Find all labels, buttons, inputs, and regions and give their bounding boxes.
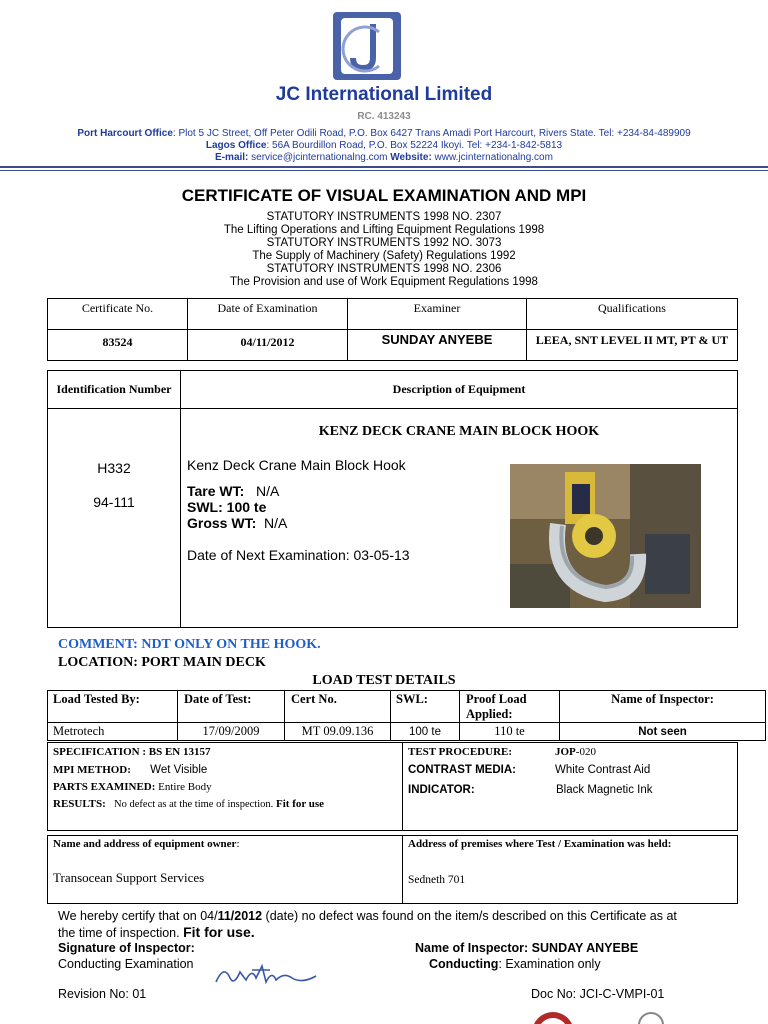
swl-value: SWL: 100 te	[187, 499, 267, 515]
gross-weight: Gross WT: N/A	[187, 515, 288, 531]
header-load-tested-by: Load Tested By:	[48, 691, 178, 723]
identification-header: Identification Number	[48, 371, 181, 409]
email-label: E-mail:	[215, 152, 249, 163]
equipment-title: KENZ DECK CRANE MAIN BLOCK HOOK	[318, 424, 600, 439]
specification-left	[48, 743, 403, 831]
tare-weight: Tare WT: N/A	[187, 483, 280, 499]
inspector-name: Name of Inspector: SUNDAY ANYEBE	[415, 941, 639, 955]
revision-number: Revision No: 01	[58, 987, 147, 1001]
header-proof-load: Proof Load Applied:	[460, 691, 560, 723]
certify-statement: We hereby certify that on 04/11/2012 (date) no defect was found on the item/s described on this Certificate as at	[58, 909, 677, 923]
statutory-line: The Provision and use of Work Equipment Regulations 1998	[230, 276, 538, 288]
header-qualifications: Qualifications	[527, 299, 738, 330]
owner-cell	[48, 836, 403, 904]
signature-label: Signature of Inspector:	[58, 941, 195, 955]
location-text: LOCATION: PORT MAIN DECK	[58, 655, 266, 670]
contact-line	[0, 152, 768, 163]
header-rule-thin	[0, 170, 768, 171]
comment-text: COMMENT: NDT ONLY ON THE HOOK.	[58, 637, 321, 652]
identification-number-2: 94-111	[93, 494, 135, 510]
accreditation-mark	[636, 1010, 666, 1024]
identification-cell	[48, 409, 181, 628]
parts-examined: PARTS EXAMINED: Entire Body	[53, 781, 212, 793]
certificate-title: CERTIFICATE OF VISUAL EXAMINATION AND MPI	[181, 186, 587, 205]
statutory-line: The Lifting Operations and Lifting Equipment Regulations 1998	[223, 224, 545, 236]
rc-number: RC. 413243	[357, 111, 411, 122]
certificate-table	[47, 298, 738, 361]
signature	[212, 958, 322, 990]
results: RESULTS: No defect as at the time of inspection. Fit for use	[53, 798, 325, 810]
certificate-number: 83524	[48, 330, 188, 361]
premises-label: Address of premises where Test / Examination was held:	[408, 838, 672, 850]
equipment-name: Kenz Deck Crane Main Block Hook	[187, 457, 406, 473]
premises-value: Sedneth 701	[408, 874, 466, 886]
statutory-line: The Supply of Machinery (Safety) Regulations 1992	[252, 250, 516, 262]
header-rule	[0, 166, 768, 168]
specification-value: SPECIFICATION : BS EN 13157	[53, 746, 211, 758]
port-text: : Plot 5 JC Street, Off Peter Odili Road, P.O. Box 6427 Trans Amadi Port Harcourt, Rivers State. Tel: +234-84-489909	[172, 128, 691, 139]
load-test-table	[47, 690, 766, 741]
examination-date: 04/11/2012	[188, 330, 348, 361]
equipment-photo	[510, 464, 701, 608]
statutory-line: STATUTORY INSTRUMENTS 1992 NO. 3073	[266, 237, 502, 249]
date-of-test: 17/09/2009	[178, 723, 285, 741]
owner-table	[47, 835, 738, 904]
port-label: Port Harcourt Office	[77, 128, 173, 139]
document-number: Doc No: JCI-C-VMPI-01	[531, 987, 665, 1001]
specification-right	[403, 743, 738, 831]
next-examination-date: Date of Next Examination: 03-05-13	[187, 547, 410, 563]
conducting-only: Conducting: Examination only	[429, 957, 601, 971]
header-examiner: Examiner	[348, 299, 527, 330]
contrast-media: CONTRAST MEDIA: White Contrast Aid	[408, 764, 651, 776]
certification-seal	[530, 1010, 576, 1024]
header-name-of-inspector: Name of Inspector:	[560, 691, 766, 723]
header-swl: SWL:	[391, 691, 460, 723]
owner-value: Transocean Support Services	[53, 870, 205, 885]
load-tested-by: Metrotech	[48, 723, 178, 741]
header-date-of-test: Date of Test:	[178, 691, 285, 723]
proof-load-value: 110 te	[460, 723, 560, 741]
header-cert-no: Cert No.	[285, 691, 391, 723]
port-harcourt-address	[0, 128, 768, 139]
load-test-title: LOAD TEST DETAILS	[312, 673, 456, 688]
website-link[interactable]: www.jcinternationalng.com	[431, 152, 553, 163]
premises-cell	[403, 836, 738, 904]
description-header: Description of Equipment	[181, 371, 738, 409]
company-name: JC International Limited	[275, 84, 493, 105]
email-link[interactable]: service@jcinternationalng.com	[248, 152, 391, 163]
cert-number: MT 09.09.136	[285, 723, 391, 741]
website-label: Website:	[390, 152, 432, 163]
certify-statement-2: the time of inspection. Fit for use.	[58, 924, 255, 940]
identification-number: H332	[97, 460, 131, 476]
lagos-address	[0, 140, 768, 151]
swl-test-value: 100 te	[391, 723, 460, 741]
lagos-text: : 56A Bourdillon Road, P.O. Box 52224 Ikoyi. Tel: +234-1-842-5813	[266, 140, 563, 151]
mpi-method: MPI METHOD: Wet Visible	[53, 764, 208, 776]
test-procedure: TEST PROCEDURE: JOP-020	[408, 746, 596, 758]
specification-table	[47, 742, 738, 831]
statutory-line: STATUTORY INSTRUMENTS 1998 NO. 2306	[266, 263, 502, 275]
header-certificate-no: Certificate No.	[48, 299, 188, 330]
inspector-not-seen: Not seen	[560, 723, 766, 741]
company-logo	[333, 12, 401, 80]
header-date-of-examination: Date of Examination	[188, 299, 348, 330]
conducting-examination: Conducting Examination	[58, 957, 194, 971]
lagos-label: Lagos Office	[205, 140, 267, 151]
examiner-name: SUNDAY ANYEBE	[348, 330, 527, 361]
qualifications-value: LEEA, SNT LEVEL II MT, PT & UT	[527, 330, 738, 361]
indicator: INDICATOR: Black Magnetic Ink	[408, 784, 653, 796]
owner-label: Name and address of equipment owner:	[53, 838, 240, 850]
statutory-line: STATUTORY INSTRUMENTS 1998 NO. 2307	[266, 211, 502, 223]
